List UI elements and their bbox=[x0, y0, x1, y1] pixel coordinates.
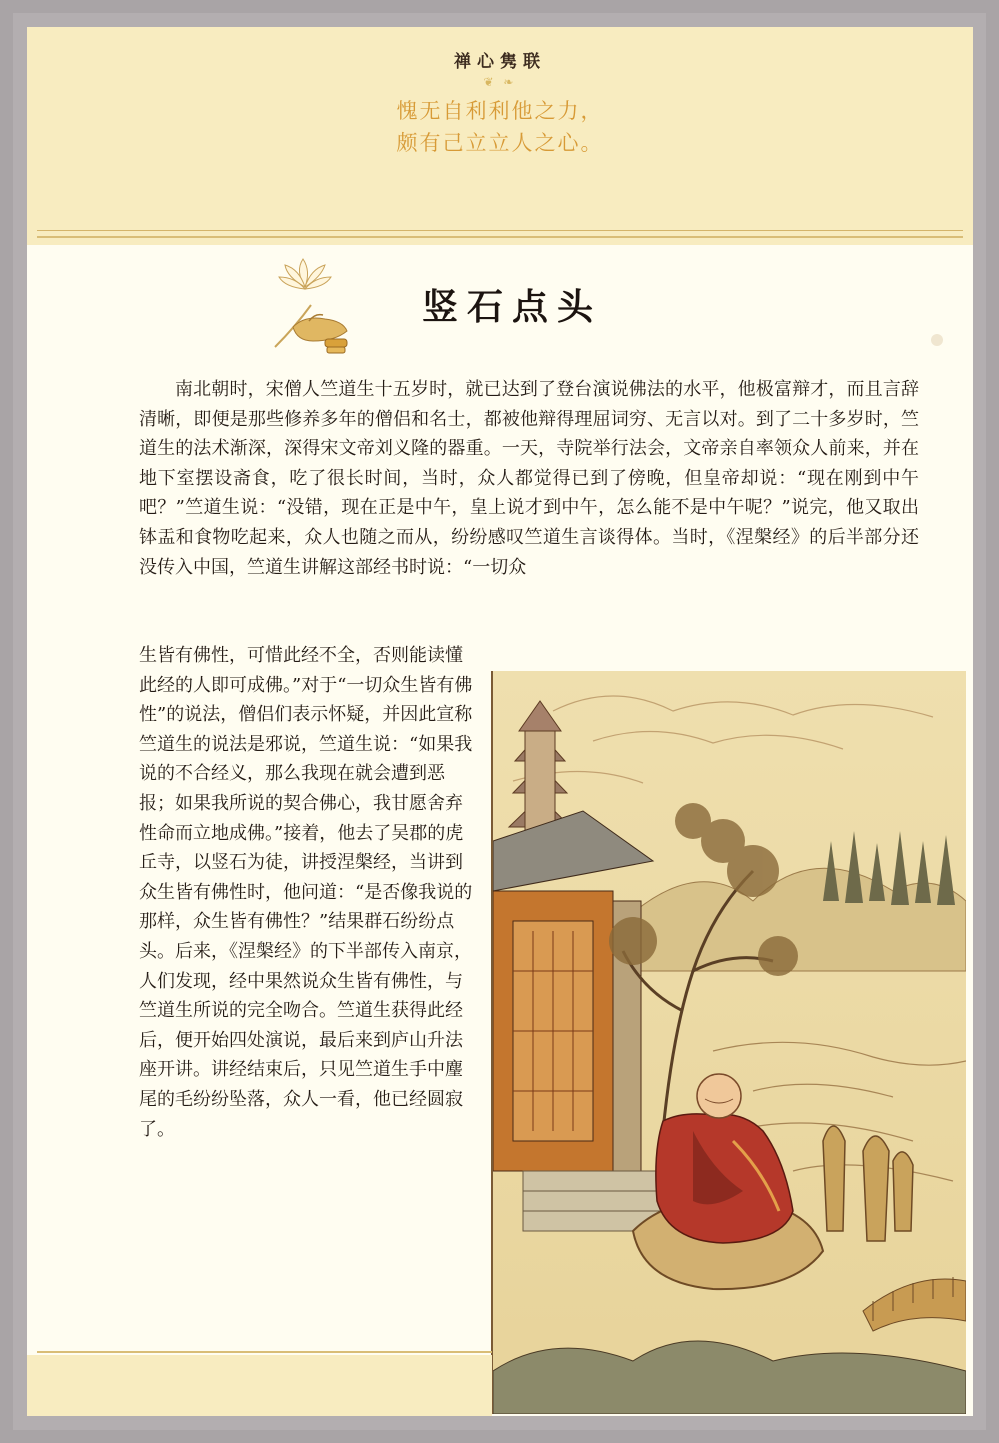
motto-line-1: 愧无自利利他之力， bbox=[396, 99, 604, 123]
monk-preaching-painting bbox=[491, 671, 966, 1414]
article-title: 竖石点头 bbox=[422, 286, 603, 328]
header-band bbox=[27, 27, 973, 245]
header-rule bbox=[37, 230, 963, 231]
header-rule-double bbox=[37, 236, 963, 238]
footer-band bbox=[27, 1355, 492, 1416]
article-paragraph-column: 生皆有佛性，可惜此经不全，否则能读懂此经的人即可成佛。”对于“一切众生皆有佛性”的说法，僧侣们表示怀疑，并因此宣称竺道生的说法是邪说，竺道生说：“如果我说的不合经义，那么我现在就会遭到恶报；如果我所说的契合佛心，我甘愿舍弃性命而立地成佛。”接着，他去了吴郡的虎丘寺，以竖石为徒，讲授涅槃经，当讲到众生皆有佛性时，他问道：“是否像我说的那样，众生皆有佛性？”结果群石纷纷点头。后来，《涅槃经》的下半部传入南京，人们发现，经中果然说众生皆有佛性，与竺道生所说的完全吻合。竺道生获得此经后，便开始四处演说，最后来到庐山升法座开讲。讲经结束后，只见竺道生手中麈尾的毛纷纷坠落，众人一看，他已经圆寂了。 bbox=[139, 645, 473, 1140]
title-ornament-icon: ❦ ❧ bbox=[483, 75, 517, 89]
section-title: 禅心隽联 bbox=[454, 52, 546, 72]
book-page bbox=[27, 27, 973, 1416]
lotus-hand-icon bbox=[265, 257, 361, 357]
decorative-dot bbox=[931, 334, 943, 346]
article-paragraph-full-width: 南北朝时，宋僧人竺道生十五岁时，就已达到了登台演说佛法的水平，他极富辩才，而且言辞清晰，即便是那些修养多年的僧侣和名士，都被他辩得理屈词穷、无言以对。到了二十多岁时，竺道生的法术渐深，深得宋文帝刘义隆的器重。一天，寺院举行法会，文帝亲自率领众人前来，并在地下室摆设斋食，吃了很长时间，当时，众人都觉得已到了傍晚，但皇帝却说：“现在刚到中午吧？”竺道生说：“没错，现在正是中午，皇上说才到中午，怎么能不是中午呢？”说完，他又取出钵盂和食物吃起来，众人也随之而从，纷纷感叹竺道生言谈得体。当时，《涅槃经》的后半部分还没传入中国，竺道生讲解这部经书时说：“一切众 bbox=[139, 379, 919, 578]
motto-line-2: 颇有己立立人之心。 bbox=[396, 131, 604, 155]
footer-rule bbox=[37, 1351, 492, 1353]
